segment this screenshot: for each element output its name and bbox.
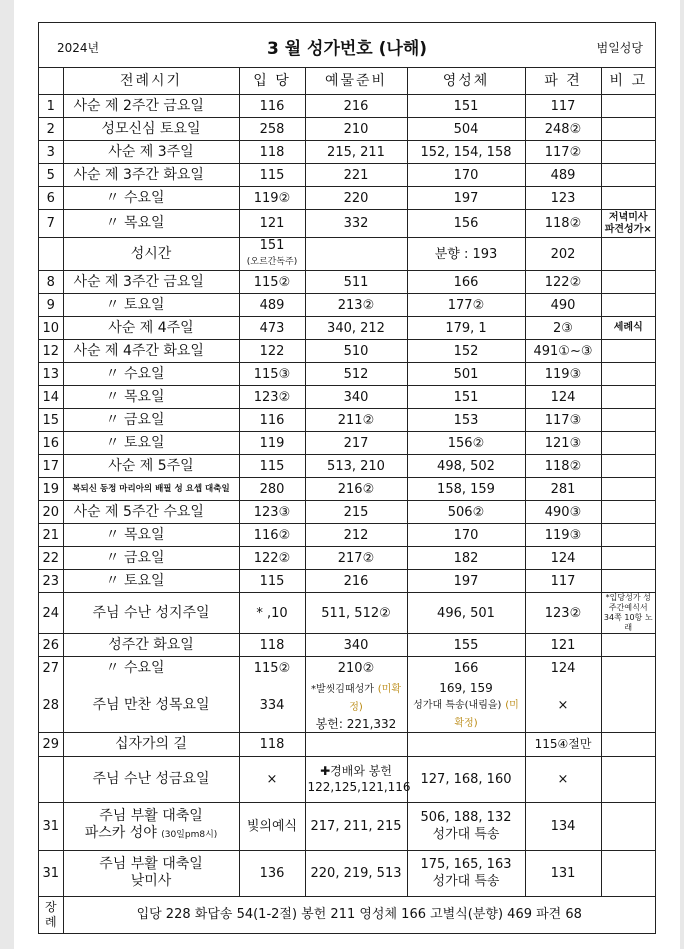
row-no: 14 bbox=[39, 386, 63, 409]
entrance-value: 151 bbox=[259, 238, 285, 253]
table-header-row bbox=[39, 68, 655, 95]
table-row bbox=[39, 210, 655, 238]
row-communion: 152, 154, 158 bbox=[407, 141, 525, 164]
table-row bbox=[39, 680, 655, 733]
row-no: 22 bbox=[39, 547, 63, 570]
row-remarks bbox=[601, 478, 655, 501]
liturgy-line1: 주님 부활 대축일 bbox=[99, 808, 203, 824]
row-remarks bbox=[601, 634, 655, 657]
table-row bbox=[39, 593, 655, 634]
offertory-value: 봉헌: 221,332 bbox=[315, 716, 397, 731]
document-header bbox=[39, 23, 655, 68]
row-offertory: 210 bbox=[305, 118, 407, 141]
row-liturgy: 〃 토요일 bbox=[63, 432, 239, 455]
liturgy-line1: 주님 부활 대축일 bbox=[99, 856, 203, 872]
row-dismissal: 118② bbox=[525, 455, 601, 478]
row-entrance: 115② bbox=[239, 657, 305, 680]
row-remarks bbox=[601, 95, 655, 118]
row-liturgy: 사순 제 3주간 금요일 bbox=[63, 271, 239, 294]
row-communion: 506② bbox=[407, 501, 525, 524]
row-no: 31 bbox=[39, 850, 63, 896]
row-liturgy: 〃 목요일 bbox=[63, 386, 239, 409]
row-dismissal: 134 bbox=[525, 802, 601, 850]
row-dismissal: 131 bbox=[525, 850, 601, 896]
row-remarks bbox=[601, 409, 655, 432]
row-no: 26 bbox=[39, 634, 63, 657]
table-row bbox=[39, 501, 655, 524]
row-no: 20 bbox=[39, 501, 63, 524]
row-no: 16 bbox=[39, 432, 63, 455]
table-row bbox=[39, 802, 655, 850]
row-liturgy: 〃 목요일 bbox=[63, 524, 239, 547]
row-remarks bbox=[601, 164, 655, 187]
undecided-tag: (미확정) bbox=[454, 699, 519, 729]
table-row bbox=[39, 850, 655, 896]
row-entrance: × bbox=[239, 756, 305, 802]
row-communion bbox=[407, 732, 525, 756]
row-liturgy: 주님 수난 성금요일 bbox=[63, 756, 239, 802]
row-entrance: 115 bbox=[239, 164, 305, 187]
year-label: 2024년 bbox=[57, 41, 100, 55]
table-row bbox=[39, 478, 655, 501]
row-remarks bbox=[601, 432, 655, 455]
row-entrance: 115③ bbox=[239, 363, 305, 386]
row-remarks bbox=[601, 363, 655, 386]
row-remarks bbox=[601, 340, 655, 363]
row-entrance: 115 bbox=[239, 570, 305, 593]
undecided-tag: (미확정) bbox=[349, 683, 402, 713]
table-row bbox=[39, 238, 655, 271]
row-dismissal: 490 bbox=[525, 294, 601, 317]
row-entrance: 489 bbox=[239, 294, 305, 317]
row-communion: 152 bbox=[407, 340, 525, 363]
row-offertory: 216 bbox=[305, 95, 407, 118]
row-no: 12 bbox=[39, 340, 63, 363]
row-no: 13 bbox=[39, 363, 63, 386]
row-dismissal: 115④절만 bbox=[525, 732, 601, 756]
row-no: 3 bbox=[39, 141, 63, 164]
row-communion: 179, 1 bbox=[407, 317, 525, 340]
row-communion: 156② bbox=[407, 432, 525, 455]
table-row bbox=[39, 432, 655, 455]
communion-value: 169, 159 bbox=[439, 680, 493, 695]
row-liturgy: 십자가의 길 bbox=[63, 732, 239, 756]
row-remarks bbox=[601, 756, 655, 802]
row-dismissal: 121 bbox=[525, 634, 601, 657]
offertory-value: 122,125,121,116 bbox=[307, 780, 411, 794]
row-entrance: 119 bbox=[239, 432, 305, 455]
row-dismissal: 119③ bbox=[525, 524, 601, 547]
row-entrance: 334 bbox=[239, 680, 305, 733]
row-communion: 153 bbox=[407, 409, 525, 432]
row-offertory: 217 bbox=[305, 432, 407, 455]
row-dismissal: 121③ bbox=[525, 432, 601, 455]
table-row bbox=[39, 455, 655, 478]
row-communion: 166 bbox=[407, 657, 525, 680]
row-offertory bbox=[305, 680, 407, 733]
choir-special-label: 성가대 특송 bbox=[432, 874, 500, 889]
row-entrance bbox=[239, 238, 305, 271]
row-remarks bbox=[601, 680, 655, 733]
veneration-label: ✚경배와 봉헌 bbox=[320, 764, 392, 778]
row-offertory: 340 bbox=[305, 386, 407, 409]
row-communion: 197 bbox=[407, 187, 525, 210]
row-offertory: 211② bbox=[305, 409, 407, 432]
row-dismissal: 117 bbox=[525, 570, 601, 593]
row-entrance: 280 bbox=[239, 478, 305, 501]
liturgy-line2: 낮미사 bbox=[130, 873, 172, 889]
table-row bbox=[39, 524, 655, 547]
row-communion: 501 bbox=[407, 363, 525, 386]
row-liturgy: 사순 제 5주일 bbox=[63, 455, 239, 478]
row-communion: 166 bbox=[407, 271, 525, 294]
organ-solo-note: (오르간독주) bbox=[246, 257, 298, 267]
row-communion bbox=[407, 850, 525, 896]
row-remarks: *입당성가 성주간예식서 34쪽 10항 노래 bbox=[601, 593, 655, 634]
row-communion: 151 bbox=[407, 386, 525, 409]
funeral-row bbox=[39, 896, 655, 933]
row-no bbox=[39, 756, 63, 802]
row-liturgy: 사순 제 3주간 화요일 bbox=[63, 164, 239, 187]
row-entrance: 123③ bbox=[239, 501, 305, 524]
row-remarks bbox=[601, 850, 655, 896]
row-no: 7 bbox=[39, 210, 63, 238]
col-header-liturgy: 전례시기 bbox=[63, 68, 239, 95]
row-entrance: 116 bbox=[239, 95, 305, 118]
funeral-hymns: 입당 228 화답송 54(1-2절) 봉헌 211 영성체 166 고별식(분향) 469 파견 68 bbox=[63, 896, 655, 933]
row-no: 29 bbox=[39, 732, 63, 756]
row-no: 19 bbox=[39, 478, 63, 501]
row-entrance: 115② bbox=[239, 271, 305, 294]
row-communion: 158, 159 bbox=[407, 478, 525, 501]
row-offertory: 513, 210 bbox=[305, 455, 407, 478]
row-dismissal: 117 bbox=[525, 95, 601, 118]
table-row bbox=[39, 340, 655, 363]
col-header-communion: 영성체 bbox=[407, 68, 525, 95]
table-row bbox=[39, 363, 655, 386]
row-liturgy: 사순 제 4주일 bbox=[63, 317, 239, 340]
table-row bbox=[39, 547, 655, 570]
row-dismissal: 123 bbox=[525, 187, 601, 210]
row-no: 15 bbox=[39, 409, 63, 432]
liturgy-line2: 파스카 성야 bbox=[84, 825, 157, 841]
row-no: 2 bbox=[39, 118, 63, 141]
row-entrance: * ,10 bbox=[239, 593, 305, 634]
row-dismissal: 490③ bbox=[525, 501, 601, 524]
col-header-no bbox=[39, 68, 63, 95]
parish-name: 범일성당 bbox=[596, 41, 643, 55]
row-offertory: 210② bbox=[305, 657, 407, 680]
row-communion: 498, 502 bbox=[407, 455, 525, 478]
row-liturgy bbox=[63, 850, 239, 896]
row-offertory: 213② bbox=[305, 294, 407, 317]
row-communion: 156 bbox=[407, 210, 525, 238]
row-liturgy: 사순 제 2주간 금요일 bbox=[63, 95, 239, 118]
row-dismissal: 118② bbox=[525, 210, 601, 238]
row-communion: 127, 168, 160 bbox=[407, 756, 525, 802]
row-entrance: 118 bbox=[239, 634, 305, 657]
hymn-table bbox=[39, 68, 655, 933]
row-entrance: 116② bbox=[239, 524, 305, 547]
row-communion: 170 bbox=[407, 524, 525, 547]
row-dismissal: 122② bbox=[525, 271, 601, 294]
row-remarks bbox=[601, 802, 655, 850]
row-liturgy: 성주간 화요일 bbox=[63, 634, 239, 657]
row-remarks bbox=[601, 187, 655, 210]
row-no: 24 bbox=[39, 593, 63, 634]
row-no: 9 bbox=[39, 294, 63, 317]
row-dismissal: 489 bbox=[525, 164, 601, 187]
row-communion: 155 bbox=[407, 634, 525, 657]
row-offertory: 215, 211 bbox=[305, 141, 407, 164]
row-liturgy: 〃 목요일 bbox=[63, 210, 239, 238]
row-offertory: 511 bbox=[305, 271, 407, 294]
row-dismissal: 202 bbox=[525, 238, 601, 271]
table-row bbox=[39, 141, 655, 164]
row-remarks bbox=[601, 501, 655, 524]
table-row bbox=[39, 756, 655, 802]
row-liturgy: 〃 토요일 bbox=[63, 294, 239, 317]
row-no: 31 bbox=[39, 802, 63, 850]
table-row bbox=[39, 386, 655, 409]
row-no: 21 bbox=[39, 524, 63, 547]
row-dismissal: 2③ bbox=[525, 317, 601, 340]
row-offertory: 221 bbox=[305, 164, 407, 187]
communion-value: 506, 188, 132 bbox=[420, 810, 512, 825]
row-liturgy: 〃 수요일 bbox=[63, 363, 239, 386]
choir-special-label: 성가대 특송(내림을) bbox=[413, 699, 502, 711]
col-header-remarks: 비 고 bbox=[601, 68, 655, 95]
col-header-entrance: 입 당 bbox=[239, 68, 305, 95]
table-row bbox=[39, 732, 655, 756]
document-title: 3 월 성가번호 (나해) bbox=[266, 39, 428, 59]
schedule-frame bbox=[38, 22, 656, 934]
row-dismissal: 117③ bbox=[525, 409, 601, 432]
table-row bbox=[39, 317, 655, 340]
funeral-label: 장례 bbox=[39, 896, 63, 933]
row-entrance: 121 bbox=[239, 210, 305, 238]
communion-value: 175, 165, 163 bbox=[420, 857, 512, 872]
row-dismissal: × bbox=[525, 756, 601, 802]
row-remarks bbox=[601, 524, 655, 547]
row-liturgy: 성모신심 토요일 bbox=[63, 118, 239, 141]
row-liturgy: 사순 제 4주간 화요일 bbox=[63, 340, 239, 363]
row-liturgy: 복되신 동정 마리아의 배필 성 요셉 대축일 bbox=[63, 478, 239, 501]
row-no: 10 bbox=[39, 317, 63, 340]
row-liturgy: 주님 만찬 성목요일 bbox=[63, 680, 239, 733]
row-dismissal: 124 bbox=[525, 386, 601, 409]
row-no: 28 bbox=[39, 680, 63, 733]
row-dismissal: 248② bbox=[525, 118, 601, 141]
table-row bbox=[39, 294, 655, 317]
row-dismissal: 491①~③ bbox=[525, 340, 601, 363]
row-offertory: 215 bbox=[305, 501, 407, 524]
row-liturgy: 〃 수요일 bbox=[63, 187, 239, 210]
row-entrance: 118 bbox=[239, 732, 305, 756]
row-remarks bbox=[601, 294, 655, 317]
row-communion: 197 bbox=[407, 570, 525, 593]
row-no: 23 bbox=[39, 570, 63, 593]
row-no: 6 bbox=[39, 187, 63, 210]
row-communion bbox=[407, 802, 525, 850]
row-remarks bbox=[601, 732, 655, 756]
liturgy-time: (30일pm8시) bbox=[161, 830, 218, 840]
table-row bbox=[39, 657, 655, 680]
row-liturgy: 〃 토요일 bbox=[63, 570, 239, 593]
table-row bbox=[39, 570, 655, 593]
row-offertory: 217, 211, 215 bbox=[305, 802, 407, 850]
row-dismissal: 124 bbox=[525, 547, 601, 570]
table-row bbox=[39, 409, 655, 432]
row-dismissal: 281 bbox=[525, 478, 601, 501]
table-row bbox=[39, 118, 655, 141]
row-offertory: 216② bbox=[305, 478, 407, 501]
row-remarks bbox=[601, 118, 655, 141]
row-liturgy: 〃 수요일 bbox=[63, 657, 239, 680]
row-communion: 170 bbox=[407, 164, 525, 187]
row-remarks: 세례식 bbox=[601, 317, 655, 340]
table-row bbox=[39, 187, 655, 210]
col-header-offertory: 예물준비 bbox=[305, 68, 407, 95]
row-offertory: 216 bbox=[305, 570, 407, 593]
row-liturgy: 사순 제 3주일 bbox=[63, 141, 239, 164]
table-row bbox=[39, 95, 655, 118]
row-no bbox=[39, 238, 63, 271]
row-remarks: 저녁미사 파견성가× bbox=[601, 210, 655, 238]
row-offertory: 340 bbox=[305, 634, 407, 657]
row-remarks bbox=[601, 455, 655, 478]
row-remarks bbox=[601, 657, 655, 680]
row-entrance: 116 bbox=[239, 409, 305, 432]
table-row bbox=[39, 271, 655, 294]
row-offertory bbox=[305, 732, 407, 756]
row-remarks bbox=[601, 141, 655, 164]
row-no: 27 bbox=[39, 657, 63, 680]
row-offertory bbox=[305, 238, 407, 271]
row-offertory: 340, 212 bbox=[305, 317, 407, 340]
row-no: 1 bbox=[39, 95, 63, 118]
row-remarks bbox=[601, 570, 655, 593]
row-dismissal: 119③ bbox=[525, 363, 601, 386]
row-communion: 504 bbox=[407, 118, 525, 141]
row-liturgy: 주님 수난 성지주일 bbox=[63, 593, 239, 634]
row-entrance: 118 bbox=[239, 141, 305, 164]
row-dismissal: 117② bbox=[525, 141, 601, 164]
row-offertory: 511, 512② bbox=[305, 593, 407, 634]
row-liturgy: 성시간 bbox=[63, 238, 239, 271]
row-entrance: 122 bbox=[239, 340, 305, 363]
row-offertory: 510 bbox=[305, 340, 407, 363]
row-offertory: 212 bbox=[305, 524, 407, 547]
row-entrance: 473 bbox=[239, 317, 305, 340]
row-offertory: 220 bbox=[305, 187, 407, 210]
row-dismissal: 123② bbox=[525, 593, 601, 634]
row-communion: 182 bbox=[407, 547, 525, 570]
table-row bbox=[39, 164, 655, 187]
row-offertory: 332 bbox=[305, 210, 407, 238]
row-entrance: 빛의예식 bbox=[239, 802, 305, 850]
row-communion bbox=[407, 680, 525, 733]
row-entrance: 136 bbox=[239, 850, 305, 896]
row-liturgy: 사순 제 5주간 수요일 bbox=[63, 501, 239, 524]
row-entrance: 115 bbox=[239, 455, 305, 478]
row-remarks bbox=[601, 386, 655, 409]
row-entrance: 258 bbox=[239, 118, 305, 141]
row-offertory: 220, 219, 513 bbox=[305, 850, 407, 896]
row-entrance: 122② bbox=[239, 547, 305, 570]
row-communion: 분향 : 193 bbox=[407, 238, 525, 271]
row-remarks bbox=[601, 271, 655, 294]
row-no: 8 bbox=[39, 271, 63, 294]
row-offertory: 217② bbox=[305, 547, 407, 570]
row-dismissal: × bbox=[525, 680, 601, 733]
row-no: 5 bbox=[39, 164, 63, 187]
row-remarks bbox=[601, 238, 655, 271]
row-offertory bbox=[305, 756, 411, 802]
row-communion: 177② bbox=[407, 294, 525, 317]
row-communion: 496, 501 bbox=[407, 593, 525, 634]
choir-special-label: 성가대 특송 bbox=[432, 827, 500, 842]
row-entrance: 123② bbox=[239, 386, 305, 409]
row-liturgy: 〃 금요일 bbox=[63, 409, 239, 432]
row-remarks bbox=[601, 547, 655, 570]
row-liturgy bbox=[63, 802, 239, 850]
row-dismissal: 124 bbox=[525, 657, 601, 680]
row-liturgy: 〃 금요일 bbox=[63, 547, 239, 570]
table-row bbox=[39, 634, 655, 657]
foot-washing-label: *발씻김때성가 bbox=[310, 683, 374, 695]
row-entrance: 119② bbox=[239, 187, 305, 210]
row-no: 17 bbox=[39, 455, 63, 478]
document-sheet bbox=[14, 0, 680, 949]
row-offertory: 512 bbox=[305, 363, 407, 386]
row-communion: 151 bbox=[407, 95, 525, 118]
col-header-dismissal: 파 견 bbox=[525, 68, 601, 95]
